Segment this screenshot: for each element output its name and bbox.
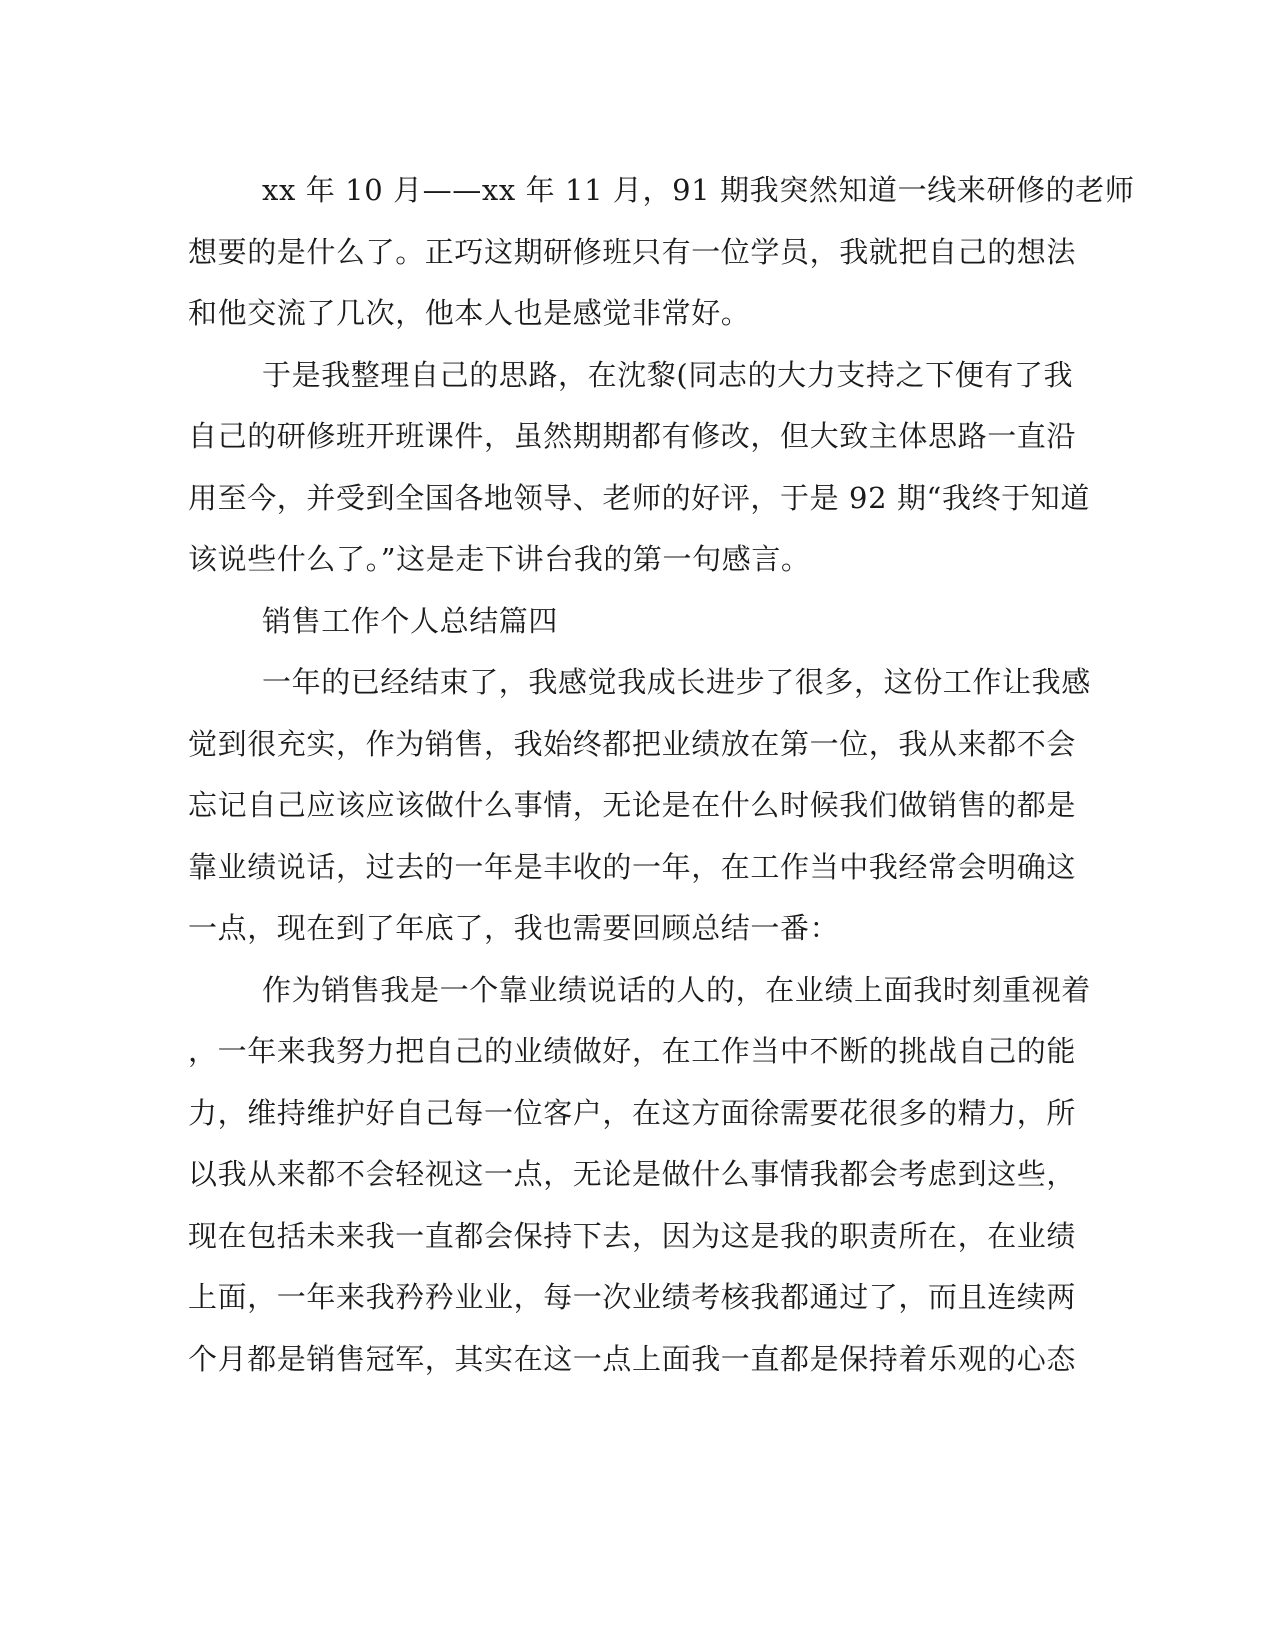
text-line: 上面，一年来我矜矜业业，每一次业绩考核我都通过了，而且连续两: [188, 1280, 1077, 1314]
text-line: 力，维持维护好自己每一位客户，在这方面徐需要花很多的精力，所: [188, 1095, 1077, 1130]
text-line: 作为销售我是一个靠业绩说话的人的，在业绩上面我时刻重视着: [262, 972, 1091, 1007]
text-line: 于是我整理自己的思路，在沈黎(同志的大力支持之下便有了我: [262, 357, 1074, 392]
text-line: 个月都是销售冠军，其实在这一点上面我一直都是保持着乐观的心态: [188, 1341, 1077, 1376]
section-heading: 销售工作个人总结篇四: [262, 603, 559, 638]
text-line: ，一年来我努力把自己的业绩做好，在工作当中不断的挑战自己的能: [188, 1034, 1077, 1068]
document-body: [188, 160, 1135, 1390]
text-line: 现在包括未来我一直都会保持下去，因为这是我的职责所在，在业绩: [188, 1218, 1077, 1253]
text-line: 该说些什么了。”这是走下讲台我的第一句感言。: [188, 542, 811, 576]
text-line: 一点，现在到了年底了，我也需要回顾总结一番：: [188, 911, 840, 945]
text-line: xx 年 10 月——xx 年 11 月，91 期我突然知道一线来研修的老师: [262, 173, 1135, 207]
text-line: 一年的已经结束了，我感觉我成长进步了很多，这份工作让我感: [262, 665, 1091, 699]
text-line: 觉到很充实，作为销售，我始终都把业绩放在第一位，我从来都不会: [188, 726, 1077, 761]
text-line: 自己的研修班开班课件，虽然期期都有修改，但大致主体思路一直沿: [188, 419, 1077, 453]
text-line: 以我从来都不会轻视这一点，无论是做什么事情我都会考虑到这些，: [188, 1157, 1077, 1191]
text-line: 靠业绩说话，过去的一年是丰收的一年，在工作当中我经常会明确这: [188, 849, 1077, 884]
text-line: 忘记自己应该应该做什么事情，无论是在什么时候我们做销售的都是: [188, 788, 1077, 822]
text-line: 和他交流了几次，他本人也是感觉非常好。: [188, 296, 751, 330]
text-line: 用至今，并受到全国各地领导、老师的好评，于是 92 期“我终于知道: [188, 480, 1090, 515]
text-line: 想要的是什么了。正巧这期研修班只有一位学员，我就把自己的想法: [188, 234, 1077, 269]
